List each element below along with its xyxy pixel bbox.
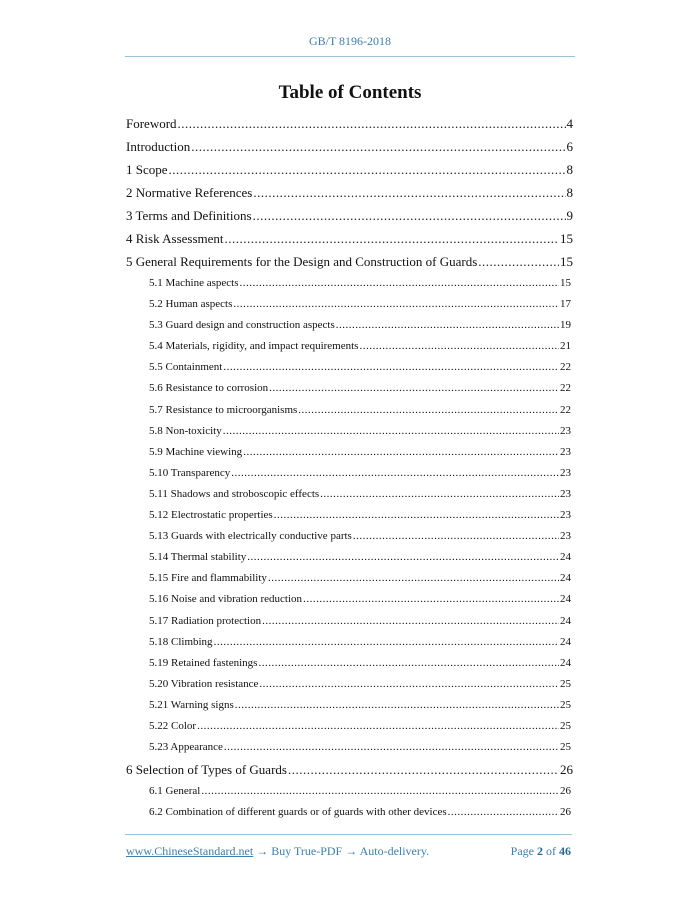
toc-entry-label: 5.12 Electrostatic properties <box>149 509 273 522</box>
toc-entry-label: 2 Normative References <box>126 185 253 200</box>
toc-entry-page: 25 <box>560 719 571 732</box>
dot-leader <box>235 699 559 711</box>
dot-leader <box>288 762 559 778</box>
toc-entry-label: 5.1 Machine aspects <box>149 277 239 289</box>
dot-leader <box>197 720 559 732</box>
toc-entry[interactable] <box>126 277 573 298</box>
toc-entry[interactable] <box>126 741 573 762</box>
toc-entry[interactable] <box>126 382 573 403</box>
toc-entry[interactable] <box>126 615 573 636</box>
toc-entry[interactable] <box>126 530 573 551</box>
toc-entry[interactable] <box>126 116 573 139</box>
toc-entry-page: 8 <box>566 162 573 177</box>
toc-entry-page: 9 <box>566 208 573 223</box>
toc-entry[interactable] <box>126 593 573 614</box>
toc-entry-label: 5.20 Vibration resistance <box>149 677 259 690</box>
toc-entry[interactable] <box>126 319 573 340</box>
dot-leader <box>225 231 559 247</box>
toc-entry-page: 24 <box>560 614 571 627</box>
toc-entry-label: 5.9 Machine viewing <box>149 445 243 458</box>
toc-entry-page: 23 <box>560 509 571 522</box>
toc-entry-page: 4 <box>566 116 573 131</box>
dot-leader <box>191 139 565 155</box>
toc-entry[interactable] <box>126 254 573 277</box>
dot-leader <box>353 530 559 542</box>
toc-entry-page: 23 <box>560 530 571 543</box>
dot-leader <box>243 446 559 458</box>
toc-entry-label: 5.22 Color <box>149 719 197 732</box>
toc-entry-label: 5.16 Noise and vibration reduction <box>149 593 303 606</box>
toc-entry-page: 22 <box>560 361 571 374</box>
toc-entry-label: 6.1 General <box>149 785 201 798</box>
dot-leader <box>269 382 559 394</box>
toc-entry-label: 5.5 Containment <box>149 361 223 374</box>
toc-entry-page: 15 <box>560 231 573 246</box>
toc-entry[interactable] <box>126 467 573 488</box>
header-divider <box>125 56 575 57</box>
footer-tagline: → Buy True-PDF → Auto-delivery. <box>253 844 430 858</box>
toc-entry-page: 25 <box>560 698 571 711</box>
toc-entry[interactable] <box>126 678 573 699</box>
toc-entry-page: 24 <box>560 635 571 648</box>
toc-entry-label: 5.13 Guards with electrically conductive parts <box>149 530 352 543</box>
toc-entry[interactable] <box>126 231 573 254</box>
dot-leader <box>298 404 559 416</box>
toc-entry[interactable] <box>126 425 573 446</box>
toc-entry-page: 19 <box>560 319 571 332</box>
toc-entry-label: 5.15 Fire and flammability <box>149 572 267 585</box>
toc-entry-page: 17 <box>560 298 571 311</box>
toc-entry[interactable] <box>126 185 573 208</box>
toc-entry[interactable] <box>126 298 573 319</box>
page-title: Table of Contents <box>278 82 422 103</box>
toc-entry[interactable] <box>126 657 573 678</box>
toc-entry[interactable] <box>126 636 573 657</box>
running-header: GB/T 8196-2018 <box>308 34 392 48</box>
toc-entry-page: 15 <box>560 254 573 269</box>
dot-leader <box>253 208 566 224</box>
toc-entry-label: 5.19 Retained fastenings <box>149 656 258 669</box>
dot-leader <box>169 162 566 178</box>
toc-entry-page: 24 <box>560 572 571 585</box>
toc-entry-page: 26 <box>560 762 573 778</box>
toc-entry[interactable] <box>126 404 573 425</box>
footer-divider <box>125 834 572 835</box>
toc-entry-page: 22 <box>560 382 571 395</box>
toc-entry-page: 24 <box>560 656 571 669</box>
toc-entry-label: 6 Selection of Types of Guards <box>126 762 287 778</box>
toc-entry-label: 5.14 Thermal stability <box>149 551 247 564</box>
dot-leader <box>224 741 559 753</box>
toc-entry[interactable] <box>126 551 573 572</box>
website-link[interactable]: www.ChineseStandard.net <box>126 844 254 858</box>
toc-entry-label: 6.2 Combination of different guards or of guards with other devices <box>149 806 447 819</box>
toc-entry-label: Introduction <box>126 139 191 154</box>
toc-entry-page: 24 <box>560 551 571 564</box>
toc-entry[interactable] <box>126 446 573 467</box>
page-total: 46 <box>559 844 571 858</box>
toc-entry[interactable] <box>126 720 573 741</box>
toc-entry-label: 5.17 Radiation protection <box>149 614 262 627</box>
dot-leader <box>178 116 566 132</box>
dot-leader <box>201 785 559 797</box>
footer <box>126 844 571 859</box>
toc-entry-label: 4 Risk Assessment <box>126 231 224 246</box>
toc-entry-page: 23 <box>560 466 571 479</box>
toc-entry-label: 5.21 Warning signs <box>149 698 234 711</box>
toc-entry-label: 5.18 Climbing <box>149 635 213 648</box>
toc-entry-page: 22 <box>560 403 571 416</box>
dot-leader <box>478 254 559 270</box>
dot-leader <box>253 185 565 201</box>
toc-entry-label: 5.10 Transparency <box>149 466 231 479</box>
toc-entry[interactable] <box>126 139 573 162</box>
toc-entry[interactable] <box>126 785 573 806</box>
dot-leader <box>336 319 559 331</box>
toc-entry-page: 25 <box>560 741 571 754</box>
page-indicator <box>511 844 571 859</box>
toc-entry-label: Foreword <box>126 116 177 131</box>
toc-entry-page: 8 <box>566 185 573 200</box>
toc-entry-page: 23 <box>560 445 571 458</box>
toc-entry-label: 5.6 Resistance to corrosion <box>149 382 269 395</box>
dot-leader <box>231 467 559 479</box>
page-current: 2 <box>537 844 543 858</box>
toc-entry-page: 24 <box>560 593 571 606</box>
toc-entry-page: 15 <box>560 277 571 289</box>
toc-entry-label: 5.11 Shadows and stroboscopic effects <box>149 487 320 500</box>
toc-entry-page: 26 <box>560 806 571 819</box>
dot-leader <box>223 425 559 437</box>
toc-entry-page: 26 <box>560 785 571 798</box>
toc-entry[interactable] <box>126 762 573 785</box>
dot-leader <box>214 636 559 648</box>
toc-entry[interactable] <box>126 509 573 530</box>
dot-leader <box>240 277 560 289</box>
toc-entry[interactable] <box>126 208 573 231</box>
toc-entry-label: 5.3 Guard design and construction aspects <box>149 319 335 332</box>
toc-entry-label: 5.2 Human aspects <box>149 298 233 311</box>
toc-entry[interactable] <box>126 806 573 827</box>
toc-entry-label: 5.4 Materials, rigidity, and impact requirements <box>149 340 359 353</box>
toc-entry-page: 23 <box>560 424 571 437</box>
toc-entry-label: 3 Terms and Definitions <box>126 208 252 223</box>
toc-entry[interactable] <box>126 488 573 509</box>
toc-entry-page: 23 <box>560 487 571 500</box>
toc-entry[interactable] <box>126 572 573 593</box>
toc-entry-label: 5.8 Non-toxicity <box>149 424 222 437</box>
toc-entry[interactable] <box>126 699 573 720</box>
toc-entry-label: 1 Scope <box>126 162 168 177</box>
table-of-contents <box>126 116 573 827</box>
dot-leader <box>320 488 559 500</box>
dot-leader <box>233 298 559 310</box>
dot-leader <box>259 678 559 690</box>
toc-entry-page: 25 <box>560 677 571 690</box>
toc-entry[interactable] <box>126 340 573 361</box>
toc-entry-label: 5.23 Appearance <box>149 741 223 754</box>
toc-entry-label: 5 General Requirements for the Design and Construction of Guards <box>126 254 478 269</box>
toc-entry-page: 21 <box>560 340 571 353</box>
dot-leader <box>258 657 559 669</box>
dot-leader <box>359 340 559 352</box>
page-prefix: Page <box>510 844 537 858</box>
dot-leader <box>303 593 559 605</box>
toc-entry-page: 6 <box>566 139 573 154</box>
dot-leader <box>448 806 559 818</box>
page-of: of <box>543 844 559 858</box>
toc-entry[interactable] <box>126 361 573 382</box>
dot-leader <box>247 551 559 563</box>
toc-entry-label: 5.7 Resistance to microorganisms <box>149 403 298 416</box>
dot-leader <box>262 615 559 627</box>
dot-leader <box>268 572 559 584</box>
toc-entry[interactable] <box>126 162 573 185</box>
dot-leader <box>274 509 559 521</box>
dot-leader <box>223 361 559 373</box>
